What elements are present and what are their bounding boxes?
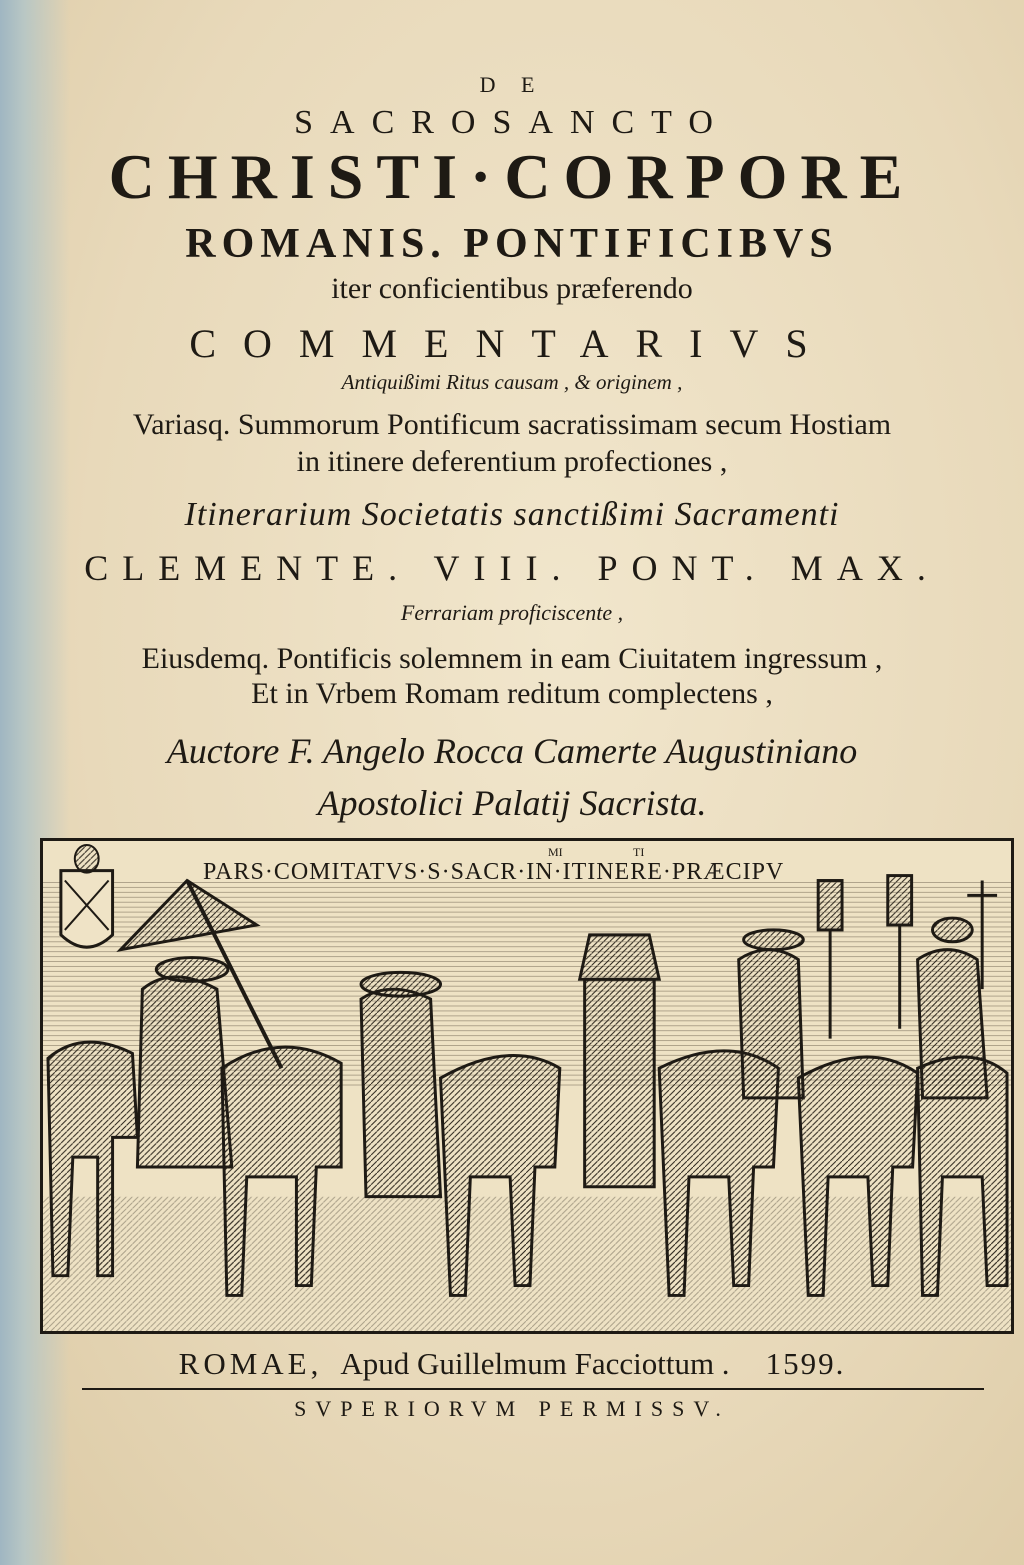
author-office-line: Apostolici Palatij Sacrista. <box>317 783 707 823</box>
procession-engraving <box>43 841 1011 1331</box>
imprint-rule <box>82 1388 984 1390</box>
subtitle-variasq: Variasq. Summorum Pontificum sacratissimam secum Hostiam <box>132 408 892 441</box>
caption-superscript-ti: TI <box>633 845 645 859</box>
woodcut-caption: PARS·COMITATVS·S·SACR·IN·ITINERE·PRÆCIPV <box>203 859 785 885</box>
subtitle-itinere: in itinere deferentium profectiones , <box>296 445 728 478</box>
imprint-city: ROMAE, <box>178 1346 323 1381</box>
title-romanis-pontificibus: ROMANIS. PONTIFICIBVS <box>185 221 839 267</box>
author-line: Auctore F. Angelo Rocca Camerte Augustiniano <box>166 731 858 771</box>
imprint-permission: SVPERIORVM PERMISSV. <box>294 1396 730 1421</box>
imprint-line <box>0 1346 1024 1382</box>
subtitle-antiquissimi: Antiquißimi Ritus causam , & originem , <box>341 370 683 394</box>
subtitle-clemente: CLEMENTE. VIII. PONT. MAX. <box>84 548 940 588</box>
title-iter-line: iter conficientibus præferendo <box>331 272 693 305</box>
subtitle-vrbem: Et in Vrbem Romam reditum complectens , <box>251 677 773 710</box>
subtitle-ferrariam: Ferrariam proficiscente , <box>400 600 624 625</box>
title-christi-corpore: CHRISTI·CORPORE <box>108 141 916 212</box>
subtitle-itinerarium: Itinerarium Societatis sanctißimi Sacramenti <box>184 496 840 533</box>
title-sacrosancto: SACROSANCTO <box>294 104 730 141</box>
subtitle-eiusdemq: Eiusdemq. Pontificis solemnem in eam Ciuitatem ingressum , <box>141 642 883 675</box>
imprint-year: 1599. <box>765 1346 846 1381</box>
imprint-printer: Apud Guillelmum Facciottum . <box>340 1346 730 1381</box>
caption-superscript-mi: MI <box>548 845 563 859</box>
title-commentarius: COMMENTARIVS <box>189 321 835 366</box>
title-de: D E <box>479 72 545 97</box>
woodcut-illustration <box>40 838 1014 1334</box>
